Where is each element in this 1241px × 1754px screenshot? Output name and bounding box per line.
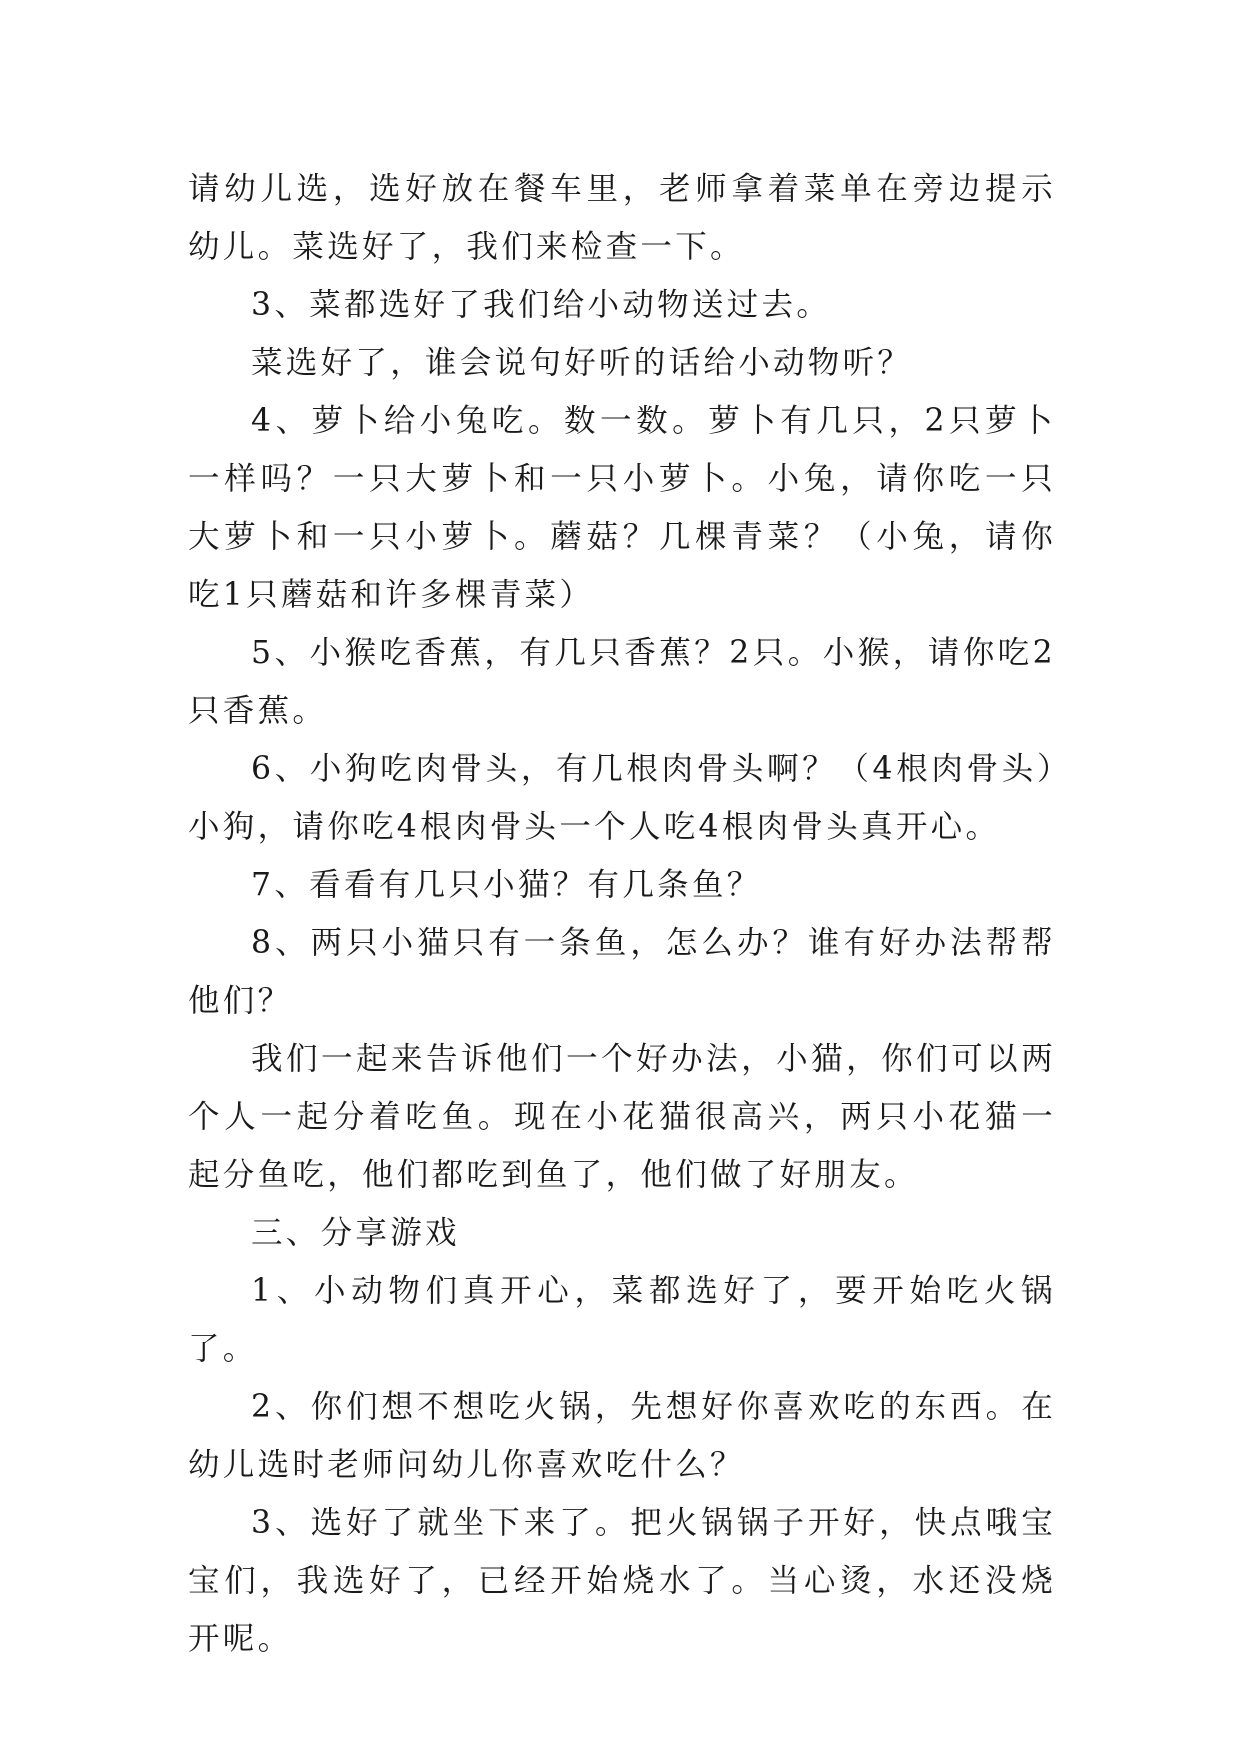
paragraph: 4、萝卜给小兔吃。数一数。萝卜有几只，2只萝卜一样吗？一只大萝卜和一只小萝卜。小兔，请你吃一只大萝卜和一只小萝卜。蘑菇？几棵青菜？（小兔，请你吃1只蘑菇和许多棵青菜） xyxy=(188,403,1056,613)
paragraph: 6、小狗吃肉骨头，有几根肉骨头啊？（4根肉骨头）小狗，请你吃4根肉骨头一个人吃4根肉骨头真开心。 xyxy=(188,751,1056,845)
paragraph: 1、小动物们真开心，菜都选好了，要开始吃火锅了。 xyxy=(188,1273,1056,1367)
body-text xyxy=(188,160,1056,1668)
paragraph: 菜选好了，谁会说句好听的话给小动物听？ xyxy=(251,345,913,381)
paragraph: 我们一起来告诉他们一个好办法，小猫，你们可以两个人一起分着吃鱼。现在小花猫很高兴，两只小花猫一起分鱼吃，他们都吃到鱼了，他们做了好朋友。 xyxy=(188,1041,1056,1193)
paragraph: 请幼儿选，选好放在餐车里，老师拿着菜单在旁边提示幼儿。菜选好了，我们来检查一下。 xyxy=(188,171,1056,265)
section-heading: 三、分享游戏 xyxy=(251,1215,460,1251)
paragraph: 8、两只小猫只有一条鱼，怎么办？谁有好办法帮帮他们？ xyxy=(188,925,1056,1019)
paragraph: 7、看看有几只小猫？有几条鱼？ xyxy=(251,867,762,903)
paragraph: 5、小猴吃香蕉，有几只香蕉？2只。小猴，请你吃2只香蕉。 xyxy=(188,635,1056,729)
paragraph: 3、菜都选好了我们给小动物送过去。 xyxy=(251,287,832,323)
paragraph: 2、你们想不想吃火锅，先想好你喜欢吃的东西。在幼儿选时老师问幼儿你喜欢吃什么？ xyxy=(188,1389,1056,1483)
paragraph: 3、选好了就坐下来了。把火锅锅子开好，快点哦宝宝们，我选好了，已经开始烧水了。当心烫，水还没烧开呢。 xyxy=(188,1505,1056,1657)
